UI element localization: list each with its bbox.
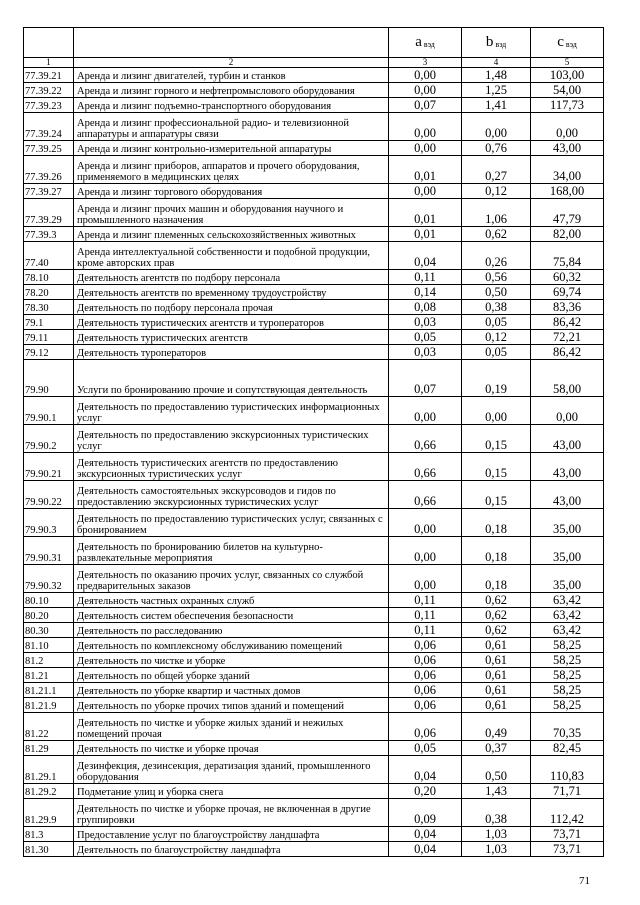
row-b-value: 0,61 <box>462 698 531 713</box>
row-a-value: 0,05 <box>389 741 462 756</box>
row-name: Деятельность по уборке прочих типов зданий и помещений <box>74 698 389 713</box>
header-a-sub: вэд <box>423 39 435 49</box>
row-c-value: 34,00 <box>531 156 604 184</box>
row-name: Деятельность самостоятельных экскурсоводов и гидов по предоставлению экскурсионных туристических услуг <box>74 481 389 509</box>
row-name: Деятельность туристических агентств <box>74 330 389 345</box>
column-index-row <box>24 58 604 68</box>
row-b-value: 0,38 <box>462 300 531 315</box>
row-code: 77.39.25 <box>24 141 74 156</box>
row-a-value: 0,07 <box>389 98 462 113</box>
row-b-value: 0,50 <box>462 285 531 300</box>
row-a-value: 0,01 <box>389 227 462 242</box>
table-row <box>24 397 604 425</box>
row-b-value: 0,62 <box>462 593 531 608</box>
row-b-value: 0,27 <box>462 156 531 184</box>
column-index: 4 <box>462 58 531 68</box>
row-a-value: 0,06 <box>389 698 462 713</box>
row-a-value: 0,01 <box>389 199 462 227</box>
row-c-value: 63,42 <box>531 608 604 623</box>
row-code: 77.39.21 <box>24 68 74 83</box>
row-a-value: 0,00 <box>389 113 462 141</box>
row-name: Аренда и лизинг приборов, аппаратов и прочего оборудования, применяемого в медицинских целях <box>74 156 389 184</box>
codes-table <box>23 27 604 857</box>
row-code: 81.10 <box>24 638 74 653</box>
row-name: Аренда и лизинг торгового оборудования <box>74 184 389 199</box>
row-a-value: 0,06 <box>389 668 462 683</box>
row-a-value: 0,11 <box>389 623 462 638</box>
row-name: Аренда и лизинг двигателей, турбин и станков <box>74 68 389 83</box>
row-code: 81.21 <box>24 668 74 683</box>
row-b-value: 1,03 <box>462 827 531 842</box>
column-index: 2 <box>74 58 389 68</box>
table-row <box>24 608 604 623</box>
row-c-value: 43,00 <box>531 141 604 156</box>
table-row <box>24 330 604 345</box>
row-b-value: 0,12 <box>462 184 531 199</box>
row-b-value: 0,38 <box>462 799 531 827</box>
row-a-value: 0,06 <box>389 713 462 741</box>
row-name: Деятельность по чистке и уборке <box>74 653 389 668</box>
row-c-value: 58,25 <box>531 683 604 698</box>
row-a-value: 0,05 <box>389 330 462 345</box>
row-code: 79.90.22 <box>24 481 74 509</box>
row-c-value: 112,42 <box>531 799 604 827</box>
row-code: 81.29.9 <box>24 799 74 827</box>
row-a-value: 0,20 <box>389 784 462 799</box>
row-b-value: 0,15 <box>462 481 531 509</box>
header-c-label: c <box>557 33 564 50</box>
table-row <box>24 227 604 242</box>
row-c-value: 86,42 <box>531 345 604 360</box>
row-c-value: 73,71 <box>531 842 604 857</box>
row-a-value: 0,07 <box>389 360 462 397</box>
row-c-value: 58,25 <box>531 668 604 683</box>
row-b-value: 0,61 <box>462 683 531 698</box>
table-row <box>24 141 604 156</box>
row-b-value: 0,49 <box>462 713 531 741</box>
row-b-value: 0,15 <box>462 425 531 453</box>
row-b-value: 0,15 <box>462 453 531 481</box>
row-c-value: 82,00 <box>531 227 604 242</box>
row-name: Аренда и лизинг племенных сельскохозяйственных животных <box>74 227 389 242</box>
header-a-label: a <box>415 33 422 50</box>
row-c-value: 70,35 <box>531 713 604 741</box>
table-row <box>24 360 604 397</box>
row-name: Деятельность по оказанию прочих услуг, связанных со службой предварительных заказов <box>74 565 389 593</box>
row-a-value: 0,09 <box>389 799 462 827</box>
row-name: Аренда и лизинг профессиональной радио- и телевизионной аппаратуры и аппаратуры связи <box>74 113 389 141</box>
row-c-value: 58,25 <box>531 653 604 668</box>
row-a-value: 0,00 <box>389 184 462 199</box>
row-b-value: 1,43 <box>462 784 531 799</box>
table-row <box>24 156 604 184</box>
table-row <box>24 270 604 285</box>
row-c-value: 168,00 <box>531 184 604 199</box>
table-row <box>24 638 604 653</box>
row-name: Деятельность по подбору персонала прочая <box>74 300 389 315</box>
column-index: 1 <box>24 58 74 68</box>
row-code: 81.21.1 <box>24 683 74 698</box>
row-code: 77.39.3 <box>24 227 74 242</box>
row-a-value: 0,11 <box>389 270 462 285</box>
row-c-value: 35,00 <box>531 509 604 537</box>
table-row <box>24 653 604 668</box>
row-c-value: 71,71 <box>531 784 604 799</box>
row-code: 81.30 <box>24 842 74 857</box>
row-code: 77.40 <box>24 242 74 270</box>
row-b-value: 0,61 <box>462 668 531 683</box>
row-c-value: 35,00 <box>531 565 604 593</box>
row-c-value: 86,42 <box>531 315 604 330</box>
row-name: Деятельность по чистке и уборке прочая, не включенная в другие группировки <box>74 799 389 827</box>
row-code: 80.20 <box>24 608 74 623</box>
row-a-value: 0,08 <box>389 300 462 315</box>
row-b-value: 0,76 <box>462 141 531 156</box>
row-a-value: 0,06 <box>389 638 462 653</box>
header-c <box>531 28 604 58</box>
table-row <box>24 345 604 360</box>
row-a-value: 0,11 <box>389 608 462 623</box>
table-row <box>24 799 604 827</box>
row-code: 79.12 <box>24 345 74 360</box>
row-b-value: 0,62 <box>462 227 531 242</box>
row-b-value: 0,18 <box>462 537 531 565</box>
header-row <box>24 28 604 58</box>
row-c-value: 0,00 <box>531 397 604 425</box>
row-code: 81.22 <box>24 713 74 741</box>
row-code: 79.90 <box>24 360 74 397</box>
row-a-value: 0,00 <box>389 141 462 156</box>
row-name: Деятельность по общей уборке зданий <box>74 668 389 683</box>
row-b-value: 0,26 <box>462 242 531 270</box>
row-c-value: 82,45 <box>531 741 604 756</box>
table-row <box>24 113 604 141</box>
page-number: 71 <box>579 875 590 887</box>
table-row <box>24 481 604 509</box>
row-b-value: 1,06 <box>462 199 531 227</box>
table-row <box>24 842 604 857</box>
row-a-value: 0,00 <box>389 565 462 593</box>
row-name: Деятельность туроператоров <box>74 345 389 360</box>
table-row <box>24 827 604 842</box>
row-name: Деятельность по предоставлению туристических услуг, связанных с бронированием <box>74 509 389 537</box>
row-c-value: 60,32 <box>531 270 604 285</box>
row-c-value: 58,25 <box>531 698 604 713</box>
row-name: Деятельность агентств по временному трудоустройству <box>74 285 389 300</box>
table-row <box>24 668 604 683</box>
row-code: 81.3 <box>24 827 74 842</box>
row-c-value: 110,83 <box>531 756 604 784</box>
row-name: Услуги по бронированию прочие и сопутствующая деятельность <box>74 360 389 397</box>
row-a-value: 0,66 <box>389 481 462 509</box>
row-name: Аренда и лизинг прочих машин и оборудования научного и промышленного назначения <box>74 199 389 227</box>
row-code: 81.29 <box>24 741 74 756</box>
row-code: 77.39.27 <box>24 184 74 199</box>
row-name: Деятельность по благоустройству ландшафта <box>74 842 389 857</box>
row-code: 79.90.31 <box>24 537 74 565</box>
row-a-value: 0,66 <box>389 425 462 453</box>
table-row <box>24 315 604 330</box>
header-b-label: b <box>485 33 494 50</box>
table-row <box>24 83 604 98</box>
row-name: Аренда интеллектуальной собственности и подобной продукции, кроме авторских прав <box>74 242 389 270</box>
row-a-value: 0,11 <box>389 593 462 608</box>
row-a-value: 0,01 <box>389 156 462 184</box>
row-code: 79.90.21 <box>24 453 74 481</box>
table-row <box>24 565 604 593</box>
row-name: Деятельность по чистке и уборке жилых зданий и нежилых помещений прочая <box>74 713 389 741</box>
row-c-value: 43,00 <box>531 425 604 453</box>
table-row <box>24 698 604 713</box>
row-code: 79.11 <box>24 330 74 345</box>
row-code: 81.29.1 <box>24 756 74 784</box>
row-b-value: 0,18 <box>462 565 531 593</box>
row-b-value: 0,56 <box>462 270 531 285</box>
row-code: 81.29.2 <box>24 784 74 799</box>
row-c-value: 73,71 <box>531 827 604 842</box>
row-name: Деятельность туристических агентств по предоставлению экскурсионных туристических услуг <box>74 453 389 481</box>
row-code: 77.39.22 <box>24 83 74 98</box>
table-row <box>24 68 604 83</box>
row-name: Деятельность частных охранных служб <box>74 593 389 608</box>
row-a-value: 0,00 <box>389 68 462 83</box>
table-row <box>24 784 604 799</box>
row-name: Деятельность по уборке квартир и частных домов <box>74 683 389 698</box>
row-code: 80.30 <box>24 623 74 638</box>
row-code: 80.10 <box>24 593 74 608</box>
table-row <box>24 537 604 565</box>
header-a <box>389 28 462 58</box>
row-c-value: 103,00 <box>531 68 604 83</box>
table-row <box>24 184 604 199</box>
row-b-value: 0,18 <box>462 509 531 537</box>
row-c-value: 43,00 <box>531 453 604 481</box>
row-name: Подметание улиц и уборка снега <box>74 784 389 799</box>
row-name: Деятельность по чистке и уборке прочая <box>74 741 389 756</box>
row-code: 78.10 <box>24 270 74 285</box>
row-a-value: 0,66 <box>389 453 462 481</box>
row-a-value: 0,00 <box>389 397 462 425</box>
row-name: Аренда и лизинг горного и нефтепромыслового оборудования <box>74 83 389 98</box>
table-row <box>24 453 604 481</box>
row-code: 79.90.1 <box>24 397 74 425</box>
row-a-value: 0,04 <box>389 842 462 857</box>
row-name: Деятельность по расследованию <box>74 623 389 638</box>
row-b-value: 1,48 <box>462 68 531 83</box>
row-c-value: 63,42 <box>531 593 604 608</box>
row-name: Предоставление услуг по благоустройству ландшафта <box>74 827 389 842</box>
row-name: Деятельность по предоставлению туристических информационных услуг <box>74 397 389 425</box>
row-a-value: 0,04 <box>389 827 462 842</box>
row-c-value: 75,84 <box>531 242 604 270</box>
row-code: 77.39.26 <box>24 156 74 184</box>
row-code: 77.39.24 <box>24 113 74 141</box>
table-row <box>24 300 604 315</box>
row-code: 79.1 <box>24 315 74 330</box>
table-row <box>24 285 604 300</box>
row-code: 81.2 <box>24 653 74 668</box>
header-b-sub: вэд <box>495 39 507 49</box>
row-c-value: 58,25 <box>531 638 604 653</box>
row-a-value: 0,03 <box>389 345 462 360</box>
row-b-value: 0,37 <box>462 741 531 756</box>
row-a-value: 0,06 <box>389 683 462 698</box>
column-index: 5 <box>531 58 604 68</box>
row-name: Аренда и лизинг контрольно-измерительной аппаратуры <box>74 141 389 156</box>
table-row <box>24 741 604 756</box>
header-c-sub: вэд <box>565 39 577 49</box>
row-a-value: 0,00 <box>389 537 462 565</box>
row-c-value: 63,42 <box>531 623 604 638</box>
row-b-value: 0,05 <box>462 315 531 330</box>
table-row <box>24 199 604 227</box>
row-a-value: 0,03 <box>389 315 462 330</box>
row-c-value: 54,00 <box>531 83 604 98</box>
table-row <box>24 713 604 741</box>
row-c-value: 58,00 <box>531 360 604 397</box>
row-name: Деятельность систем обеспечения безопасности <box>74 608 389 623</box>
row-code: 77.39.29 <box>24 199 74 227</box>
row-name: Деятельность агентств по подбору персонала <box>74 270 389 285</box>
row-b-value: 0,05 <box>462 345 531 360</box>
row-b-value: 0,62 <box>462 623 531 638</box>
row-c-value: 0,00 <box>531 113 604 141</box>
row-c-value: 35,00 <box>531 537 604 565</box>
row-b-value: 0,00 <box>462 397 531 425</box>
row-b-value: 0,61 <box>462 638 531 653</box>
table-row <box>24 593 604 608</box>
row-code: 79.90.32 <box>24 565 74 593</box>
row-b-value: 0,00 <box>462 113 531 141</box>
table-row <box>24 98 604 113</box>
row-name: Деятельность туристических агентств и туроператоров <box>74 315 389 330</box>
row-name: Деятельность по предоставлению экскурсионных туристических услуг <box>74 425 389 453</box>
header-b <box>462 28 531 58</box>
row-code: 78.30 <box>24 300 74 315</box>
row-b-value: 0,62 <box>462 608 531 623</box>
table-row <box>24 509 604 537</box>
row-code: 81.21.9 <box>24 698 74 713</box>
row-code: 79.90.2 <box>24 425 74 453</box>
row-b-value: 0,61 <box>462 653 531 668</box>
row-c-value: 83,36 <box>531 300 604 315</box>
table-row <box>24 756 604 784</box>
row-b-value: 1,25 <box>462 83 531 98</box>
row-code: 78.20 <box>24 285 74 300</box>
row-b-value: 1,41 <box>462 98 531 113</box>
row-c-value: 117,73 <box>531 98 604 113</box>
row-a-value: 0,00 <box>389 509 462 537</box>
row-a-value: 0,14 <box>389 285 462 300</box>
row-name: Деятельность по бронированию билетов на культурно-развлекательные мероприятия <box>74 537 389 565</box>
table-row <box>24 683 604 698</box>
row-c-value: 69,74 <box>531 285 604 300</box>
row-code: 77.39.23 <box>24 98 74 113</box>
table-row <box>24 242 604 270</box>
row-b-value: 0,12 <box>462 330 531 345</box>
row-a-value: 0,04 <box>389 756 462 784</box>
header-name <box>74 28 389 58</box>
row-c-value: 72,21 <box>531 330 604 345</box>
row-c-value: 43,00 <box>531 481 604 509</box>
row-code: 79.90.3 <box>24 509 74 537</box>
row-a-value: 0,04 <box>389 242 462 270</box>
row-b-value: 1,03 <box>462 842 531 857</box>
row-a-value: 0,00 <box>389 83 462 98</box>
row-name: Деятельность по комплексному обслуживанию помещений <box>74 638 389 653</box>
row-name: Дезинфекция, дезинсекция, дератизация зданий, промышленного оборудования <box>74 756 389 784</box>
row-a-value: 0,06 <box>389 653 462 668</box>
row-c-value: 47,79 <box>531 199 604 227</box>
table-row <box>24 425 604 453</box>
row-name: Аренда и лизинг подъемно-транспортного оборудования <box>74 98 389 113</box>
row-b-value: 0,50 <box>462 756 531 784</box>
header-code <box>24 28 74 58</box>
table-row <box>24 623 604 638</box>
row-b-value: 0,19 <box>462 360 531 397</box>
column-index: 3 <box>389 58 462 68</box>
